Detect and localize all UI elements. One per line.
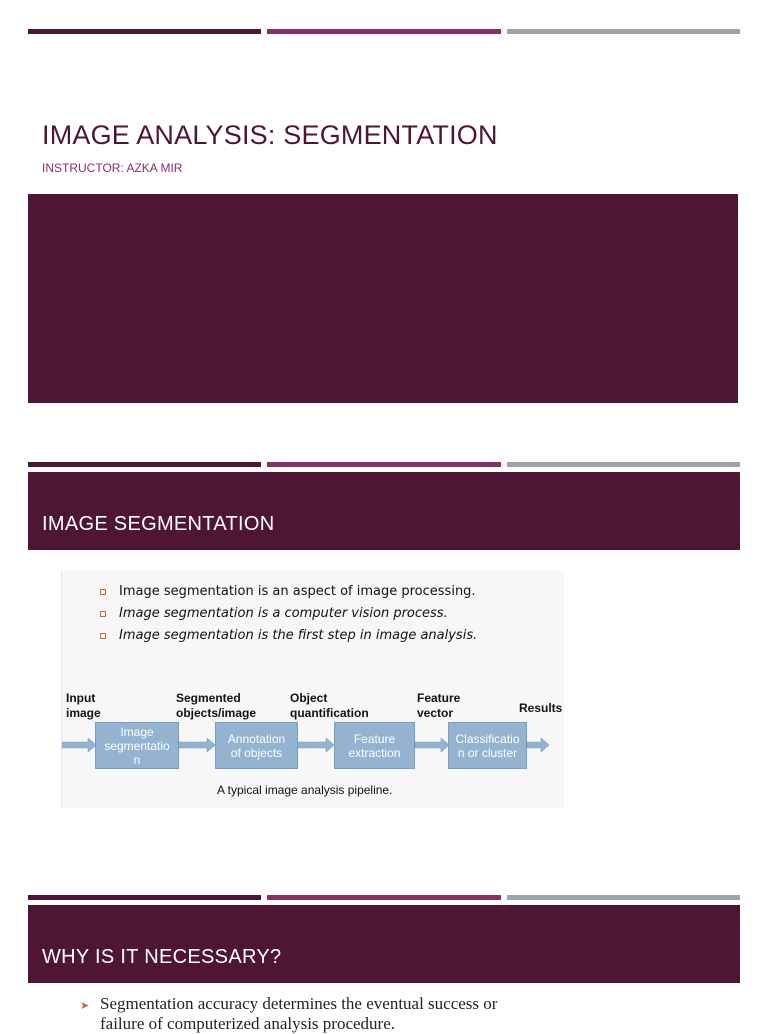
accent-dark xyxy=(28,462,261,467)
label-segmented-objects: Segmented objects/image xyxy=(176,691,257,720)
square-bullet-icon xyxy=(100,589,106,595)
slide1-color-block xyxy=(28,194,738,403)
arrow-right-icon xyxy=(62,738,96,752)
slide2-header xyxy=(28,472,740,550)
slide3-header xyxy=(28,905,740,983)
slide1-accent-bar xyxy=(28,29,740,34)
pipeline-figure xyxy=(61,571,564,808)
slide2-accent-bar xyxy=(28,462,740,467)
list-item: Image segmentation is a computer vision process. xyxy=(100,603,477,625)
slide3-accent-bar xyxy=(28,895,740,900)
slide3-bullet-text: Segmentation accuracy determines the eventual success or failure of computerized analysis procedure. xyxy=(100,994,498,1033)
bullet-list xyxy=(100,581,477,647)
slide2-heading: IMAGE SEGMENTATION xyxy=(42,513,275,535)
arrow-right-icon xyxy=(415,738,449,752)
pipeline-box-feature-extraction: Feature extraction xyxy=(334,722,415,769)
accent-magenta xyxy=(267,462,500,467)
square-bullet-icon xyxy=(100,633,106,639)
list-item: Image segmentation is an aspect of image processing. xyxy=(100,581,477,603)
label-results: Results xyxy=(519,701,563,715)
accent-dark xyxy=(28,895,261,900)
slide3-heading: WHY IS IT NECESSARY? xyxy=(42,946,282,968)
arrowhead-bullet-icon: ➤ xyxy=(80,1000,90,1012)
accent-gray xyxy=(507,895,740,900)
slide1-subtitle: INSTRUCTOR: AZKA MIR xyxy=(42,161,183,175)
accent-gray xyxy=(507,462,740,467)
slide3-bullet xyxy=(80,994,520,1034)
arrow-right-icon xyxy=(179,738,215,752)
accent-gray xyxy=(507,29,740,34)
slide1-title: IMAGE ANALYSIS: SEGMENTATION xyxy=(42,120,498,150)
pipeline-box-classification: Classificatio n or cluster xyxy=(448,722,527,769)
pipeline-box-annotation: Annotation of objects xyxy=(215,722,298,769)
list-item: Image segmentation is the first step in image analysis. xyxy=(100,625,477,647)
pipeline-box-segmentation: Image segmentatio n xyxy=(95,722,179,769)
accent-dark xyxy=(28,29,261,34)
accent-magenta xyxy=(267,895,500,900)
arrow-right-icon xyxy=(527,738,549,752)
label-input-image: Input image xyxy=(66,691,101,720)
arrow-right-icon xyxy=(298,738,334,752)
label-object-quantification: Object quantification xyxy=(290,691,369,720)
figure-caption: A typical image analysis pipeline. xyxy=(217,783,393,797)
label-feature-vector: Feature vector xyxy=(417,691,461,720)
square-bullet-icon xyxy=(100,611,106,617)
accent-magenta xyxy=(267,29,500,34)
